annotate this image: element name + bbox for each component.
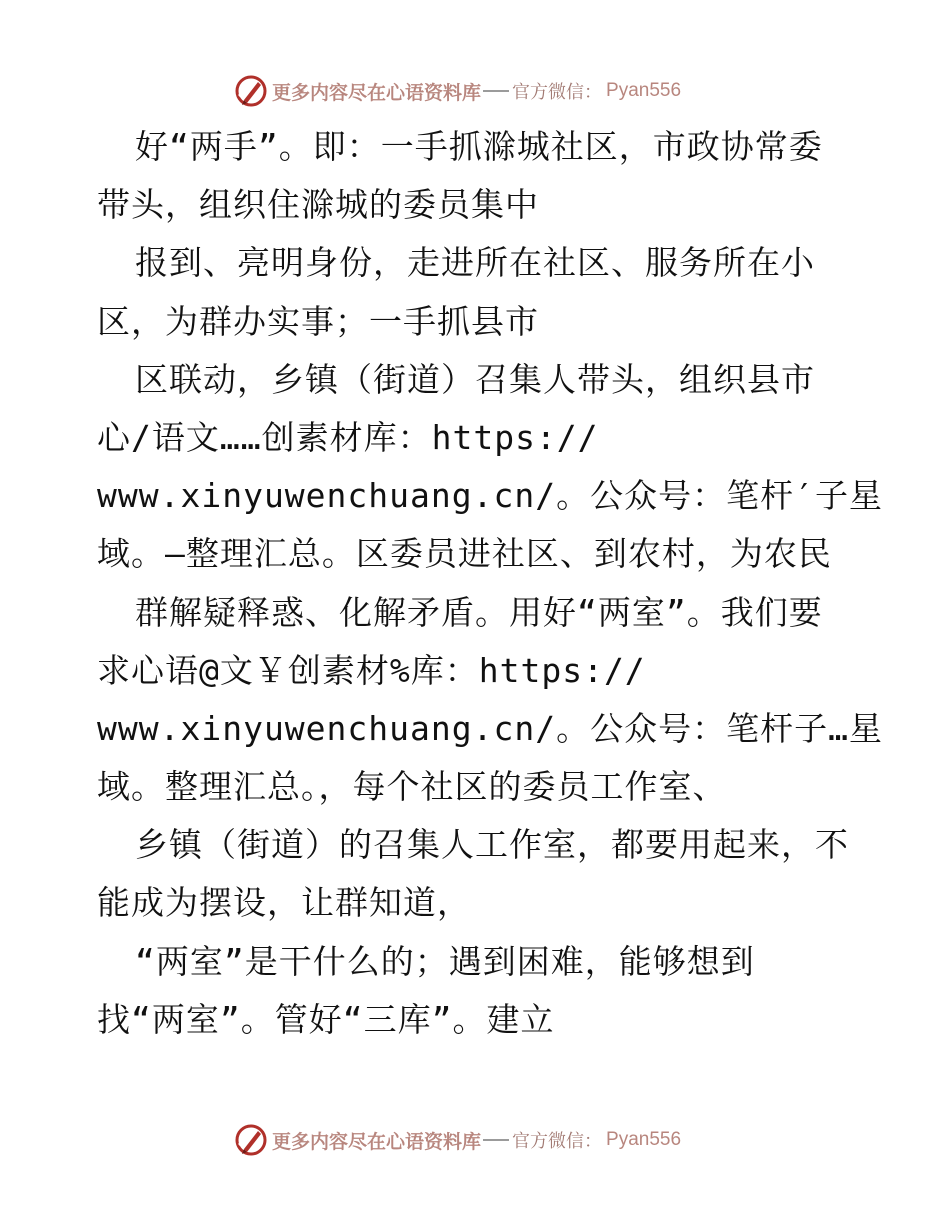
footer-banner bbox=[234, 1121, 714, 1159]
body-text bbox=[97, 118, 883, 1049]
text-line: 带头，组织住滁城的委员集中 bbox=[97, 185, 539, 225]
banner-dash bbox=[483, 1139, 509, 1141]
banner-main-text: 更多内容尽在心语资料库 bbox=[272, 81, 482, 104]
text-line: 区，为群办实事；一手抓县市 bbox=[97, 301, 539, 341]
banner-wechat-id: Pyan556 bbox=[606, 80, 682, 101]
text-line: 求心语@文￥创素材%库：https:// bbox=[97, 650, 646, 690]
text-line: 报到、亮明身份，走进所在社区、服务所在小 bbox=[135, 243, 815, 283]
text-line: 能成为摆设，让群知道， bbox=[97, 883, 471, 923]
banner-wechat-id: Pyan556 bbox=[606, 1129, 682, 1150]
text-line: 好“两手”。即：一手抓滁城社区，市政协常委 bbox=[135, 127, 823, 166]
banner-dash bbox=[483, 90, 509, 92]
text-line: 找“两室”。管好“三库”。建立 bbox=[97, 999, 555, 1039]
text-line: 区联动，乡镇（街道）召集人带头，组织县市 bbox=[135, 359, 815, 399]
text-line: “两室”是干什么的；遇到困难，能够想到 bbox=[135, 941, 755, 981]
text-line: www.xinyuwenchuang.cn/。公众号：笔杆′子星 bbox=[97, 476, 883, 516]
text-line: 心/语文……创素材库：https:// bbox=[97, 417, 599, 457]
banner-main-text: 更多内容尽在心语资料库 bbox=[272, 1130, 482, 1153]
pen-logo-icon bbox=[234, 74, 268, 108]
text-line: 域。—整理汇总。区委员进社区、到农村，为农民 bbox=[97, 534, 832, 574]
text-line: 群解疑释惑、化解矛盾。用好“两室”。我们要 bbox=[135, 592, 823, 632]
banner-wechat-label: 官方微信： bbox=[512, 82, 603, 103]
pen-logo-icon bbox=[234, 1123, 268, 1157]
banner-wechat-label: 官方微信： bbox=[512, 1131, 603, 1152]
header-banner bbox=[234, 72, 714, 110]
text-line: 域。整理汇总。，每个社区的委员工作室、 bbox=[97, 767, 727, 807]
text-line: www.xinyuwenchuang.cn/。公众号：笔杆子…星 bbox=[97, 708, 883, 748]
text-line: 乡镇（街道）的召集人工作室，都要用起来，不 bbox=[135, 825, 849, 865]
